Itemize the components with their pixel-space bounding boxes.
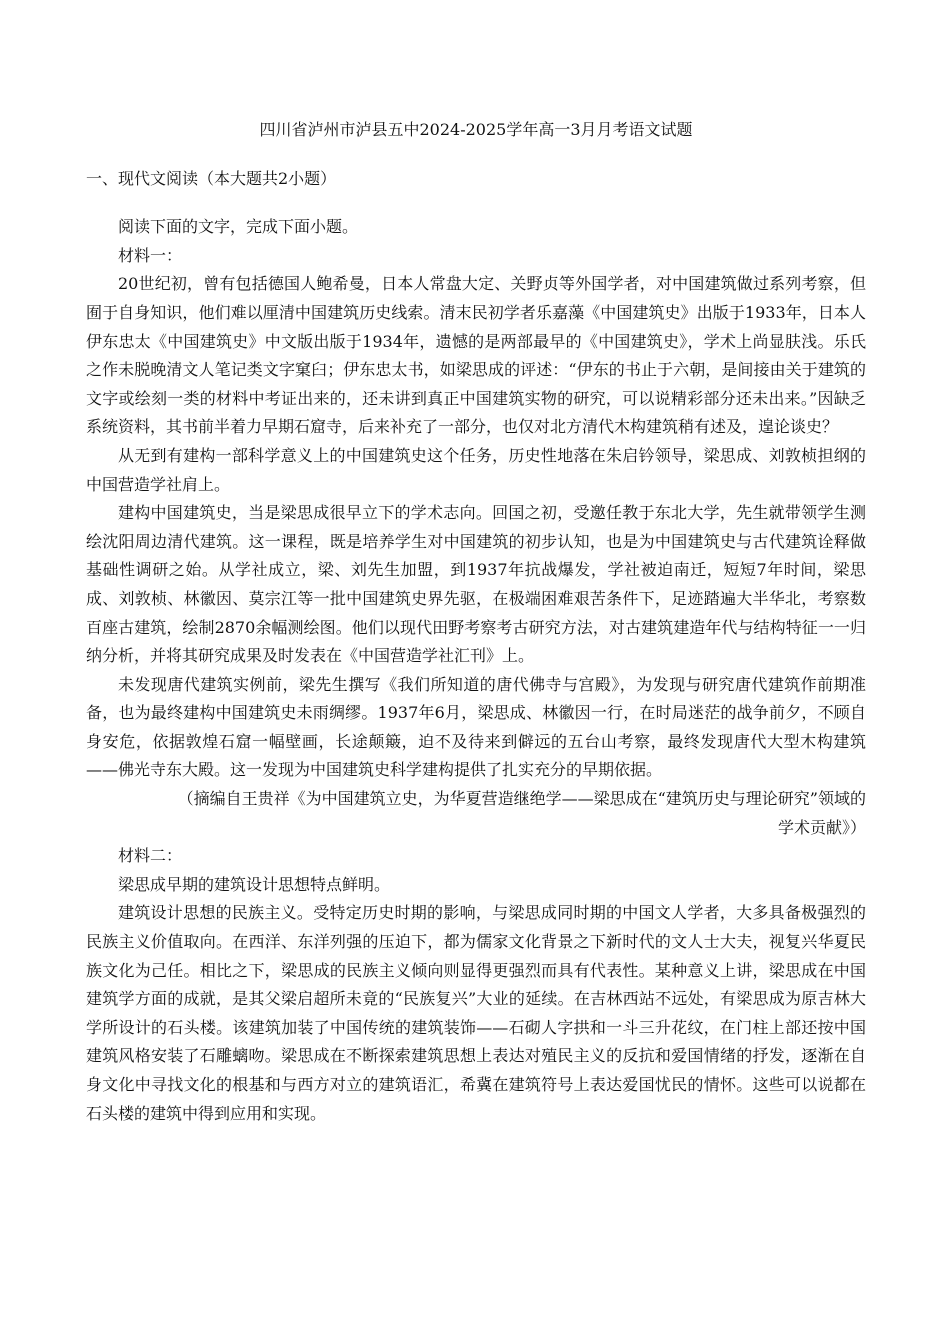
section-heading: 一、现代文阅读（本大题共2小题） bbox=[86, 168, 337, 188]
instruction: 阅读下面的文字，完成下面小题。 bbox=[118, 217, 359, 237]
material1-label: 材料一： bbox=[118, 245, 183, 265]
material1-citation: （摘编自王贵祥《为中国建筑立史，为华夏营造继绝学——梁思成在“建筑历史与理论研究”领域的学术贡献》） bbox=[177, 789, 866, 837]
material2-paragraph: 梁思成早期的建筑设计思想特点鲜明。 bbox=[118, 874, 391, 894]
material1-paragraph: 建构中国建筑史，当是梁思成很早立下的学术志向。回国之初，受邀任教于东北大学，先生就带领学生测绘沈阳周边清代建筑。这一课程，既是培养学生对中国建筑的初步认知，也是为中国建筑史与古代建筑诠释做基础性调研之始。从学社成立，梁、刘先生加盟，到1937年抗战爆发，学社被迫南迁，短短7年时间，梁思成、刘敦桢、林徽因、莫宗江等一批中国建筑史界先驱，在极端困难艰苦条件下，足迹踏遍大半华北，考察数百座古建筑，绘制2870余幅测绘图。他们以现代田野考察考古研究方法，对古建筑建造年代与结构特征一一归纳分析，并将其研究成果及时发表在《中国营造学社汇刊》上。 bbox=[86, 503, 866, 666]
material1-paragraph: 从无到有建构一部科学意义上的中国建筑史这个任务，历史性地落在朱启钤领导，梁思成、刘敦桢担纲的中国营造学社肩上。 bbox=[86, 445, 866, 494]
exam-page bbox=[86, 112, 866, 1128]
document-title: 四川省泸州市泸县五中2024-2025学年高一3月月考语文试题 bbox=[259, 120, 693, 139]
material2-label: 材料二： bbox=[118, 846, 183, 866]
material1-paragraph: 20世纪初，曾有包括德国人鲍希曼，日本人常盘大定、关野贞等外国学者，对中国建筑做过系列考察，但囿于自身知识，他们难以厘清中国建筑历史线索。清末民初学者乐嘉藻《中国建筑史》出版于1933年，日本人伊东忠太《中国建筑史》中文版出版于1934年，遗憾的是两部最早的《中国建筑史》，学术上尚显肤浅。乐氏之作未脱晚清文人笔记类文字窠臼；伊东忠太书，如梁思成的评述：“伊东的书止于六朝，是间接由关于建筑的文字或绘刻一类的材料中考证出来的，还未讲到真正中国建筑实物的研究，可以说精彩部分还未出来。”因缺乏系统资料，其书前半着力早期石窟寺，后来补充了一部分，也仅对北方清代木构建筑稍有述及，遑论谈史？ bbox=[86, 274, 866, 437]
material2-paragraph: 建筑设计思想的民族主义。受特定历史时期的影响，与梁思成同时期的中国文人学者，大多具备极强烈的民族主义价值取向。在西洋、东洋列强的压迫下，都为儒家文化背景之下新时代的文人士大夫，视复兴华夏民族文化为己任。相比之下，梁思成的民族主义倾向则显得更强烈而具有代表性。某种意义上讲，梁思成在中国建筑学方面的成就，是其父梁启超所未竟的“民族复兴”大业的延续。在吉林西站不远处，有梁思成为原吉林大学所设计的石头楼。该建筑加装了中国传统的建筑装饰——石砌人字拱和一斗三升花纹，在门柱上部还按中国建筑风格安装了石雕螭吻。梁思成在不断探索建筑思想上表达对殖民主义的反抗和爱国情绪的抒发，逐渐在自身文化中寻找文化的根基和与西方对立的建筑语汇，希冀在建筑符号上表达爱国忧民的情怀。这些可以说都在石头楼的建筑中得到应用和实现。 bbox=[86, 903, 866, 1123]
material1-paragraph: 未发现唐代建筑实例前，梁先生撰写《我们所知道的唐代佛寺与宫殿》，为发现与研究唐代建筑作前期准备，也为最终建构中国建筑史未雨绸缪。1937年6月，梁思成、林徽因一行，在时局迷茫的战争前夕，不顾自身安危，依据敦煌石窟一幅壁画，长途颠簸，迫不及待来到僻远的五台山考察，最终发现唐代大型木构建筑——佛光寺东大殿。这一发现为中国建筑史科学建构提供了扎实充分的早期依据。 bbox=[86, 674, 866, 780]
